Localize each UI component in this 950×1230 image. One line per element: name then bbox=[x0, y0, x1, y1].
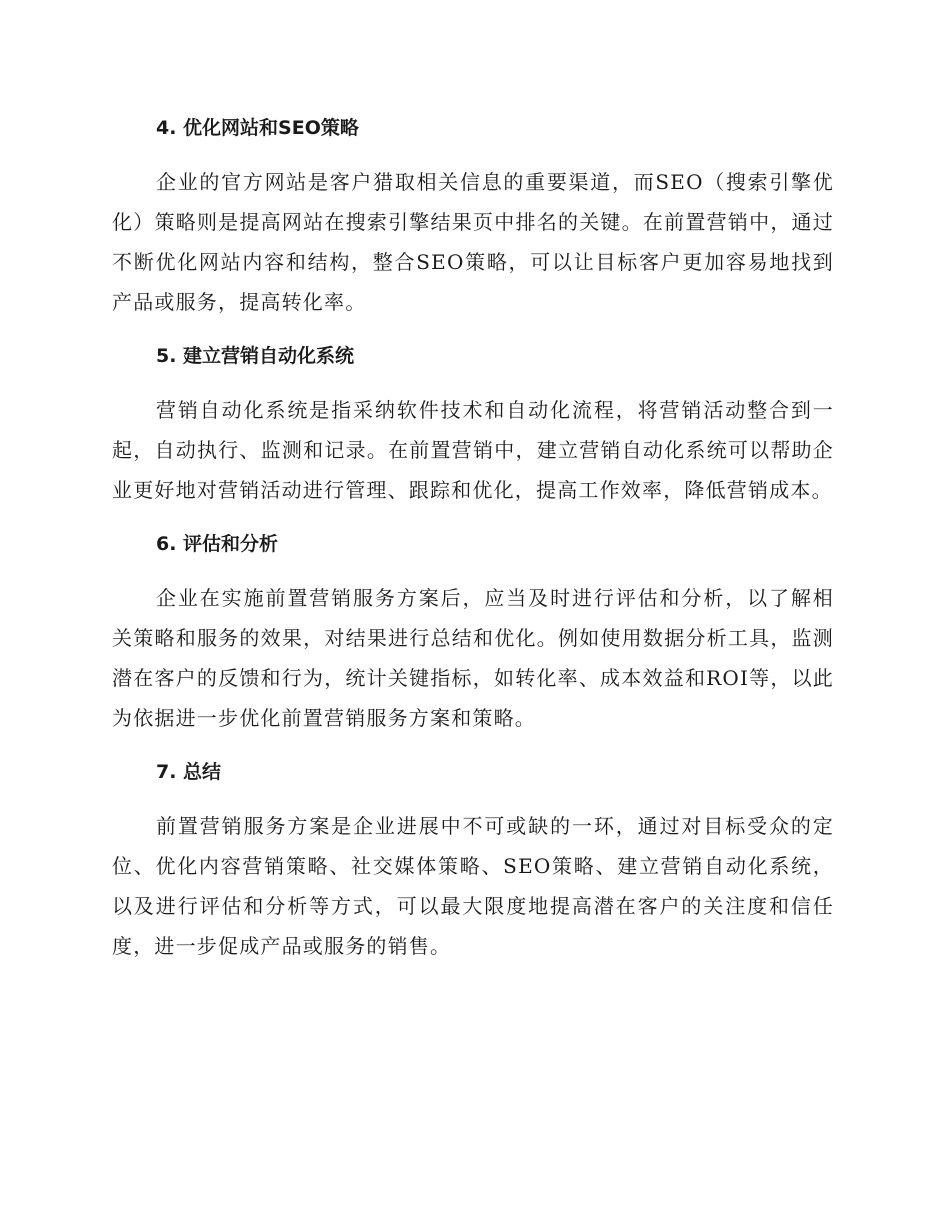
section-heading: 4. 优化网站和SEO策略 bbox=[156, 117, 359, 139]
section-paragraph: 企业的官方网站是客户猎取相关信息的重要渠道，而SEO（搜索引擎优化）策略则是提高网站在搜索引擎结果页中排名的关键。在前置营销中，通过不断优化网站内容和结构，整合SEO策略，可以让目标客户更加容易地找到产品或服务，提高转化率。 bbox=[112, 170, 834, 314]
section-5 bbox=[112, 336, 834, 510]
section-6 bbox=[112, 524, 834, 738]
section-heading: 5. 建立营销自动化系统 bbox=[156, 345, 355, 367]
section-heading: 6. 评估和分析 bbox=[156, 533, 279, 555]
section-paragraph: 前置营销服务方案是企业进展中不可或缺的一环，通过对目标受众的定位、优化内容营销策略、社交媒体策略、SEO策略、建立营销自动化系统，以及进行评估和分析等方式，可以最大限度地提高潜在客户的关注度和信任度，进一步促成产品或服务的销售。 bbox=[112, 814, 834, 958]
document-page bbox=[112, 108, 834, 980]
section-paragraph: 企业在实施前置营销服务方案后，应当及时进行评估和分析，以了解相关策略和服务的效果，对结果进行总结和优化。例如使用数据分析工具，监测潜在客户的反馈和行为，统计关键指标，如转化率、成本效益和ROI等，以此为依据进一步优化前置营销服务方案和策略。 bbox=[112, 586, 834, 730]
section-7 bbox=[112, 752, 834, 966]
section-paragraph: 营销自动化系统是指采纳软件技术和自动化流程，将营销活动整合到一起，自动执行、监测和记录。在前置营销中，建立营销自动化系统可以帮助企业更好地对营销活动进行管理、跟踪和优化，提高工作效率，降低营销成本。 bbox=[112, 398, 834, 502]
section-4 bbox=[112, 108, 834, 322]
section-heading: 7. 总结 bbox=[156, 761, 222, 783]
